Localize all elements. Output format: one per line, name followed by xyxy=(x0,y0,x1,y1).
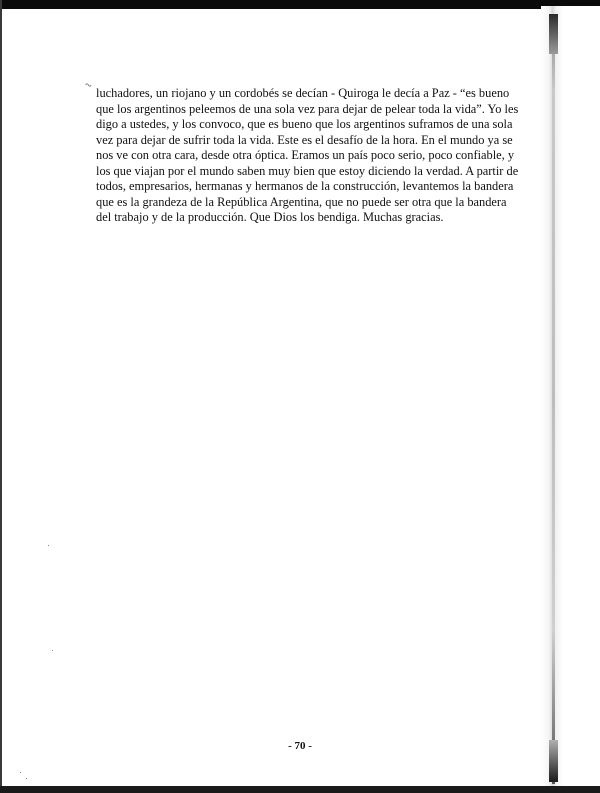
scan-right-edge-top-shadow xyxy=(549,14,558,54)
body-line: todos, empresarios, hermanas y hermanos de la construcción, levantemos la bandera xyxy=(96,179,514,193)
scan-speck xyxy=(52,650,53,651)
scan-speck xyxy=(48,545,49,546)
body-line: que es la grandeza de la República Argentina, que no puede ser otra que la bandera xyxy=(96,194,507,209)
body-line: del trabajo y de la producción. Que Dios los bendiga. Muchas gracias. xyxy=(96,210,444,224)
scan-left-border xyxy=(0,0,2,793)
body-line: los que viajan por el mundo saben muy bien que estoy diciendo la verdad. A partir de xyxy=(96,163,519,178)
scan-right-edge xyxy=(541,6,600,793)
scan-top-border xyxy=(0,0,600,9)
body-line: que los argentinos peleemos de una sola vez para dejar de pelear toda la vida”. Yo les xyxy=(96,101,519,116)
body-text xyxy=(96,86,526,226)
page-number: - 70 - xyxy=(288,740,312,752)
body-line: digo a ustedes, y los convoco, que es bueno que los argentinos suframos de una sola xyxy=(96,117,513,131)
scan-right-edge-shadow xyxy=(552,14,555,784)
scan-speck xyxy=(20,772,21,773)
scan-speck xyxy=(26,778,27,779)
body-line: vez para dejar de sufrir toda la vida. Este es el desafío de la hora. En el mundo ya se xyxy=(96,132,513,147)
body-line: luchadores, un riojano y un cordobés se decían - Quiroga le decía a Paz - “es bueno xyxy=(96,86,510,100)
scan-bottom-border xyxy=(0,786,600,793)
scan-mark: ~ xyxy=(82,77,94,93)
body-line: nos ve con otra cara, desde otra óptica. Eramos un país poco serio, poco confiable, y xyxy=(96,148,515,162)
